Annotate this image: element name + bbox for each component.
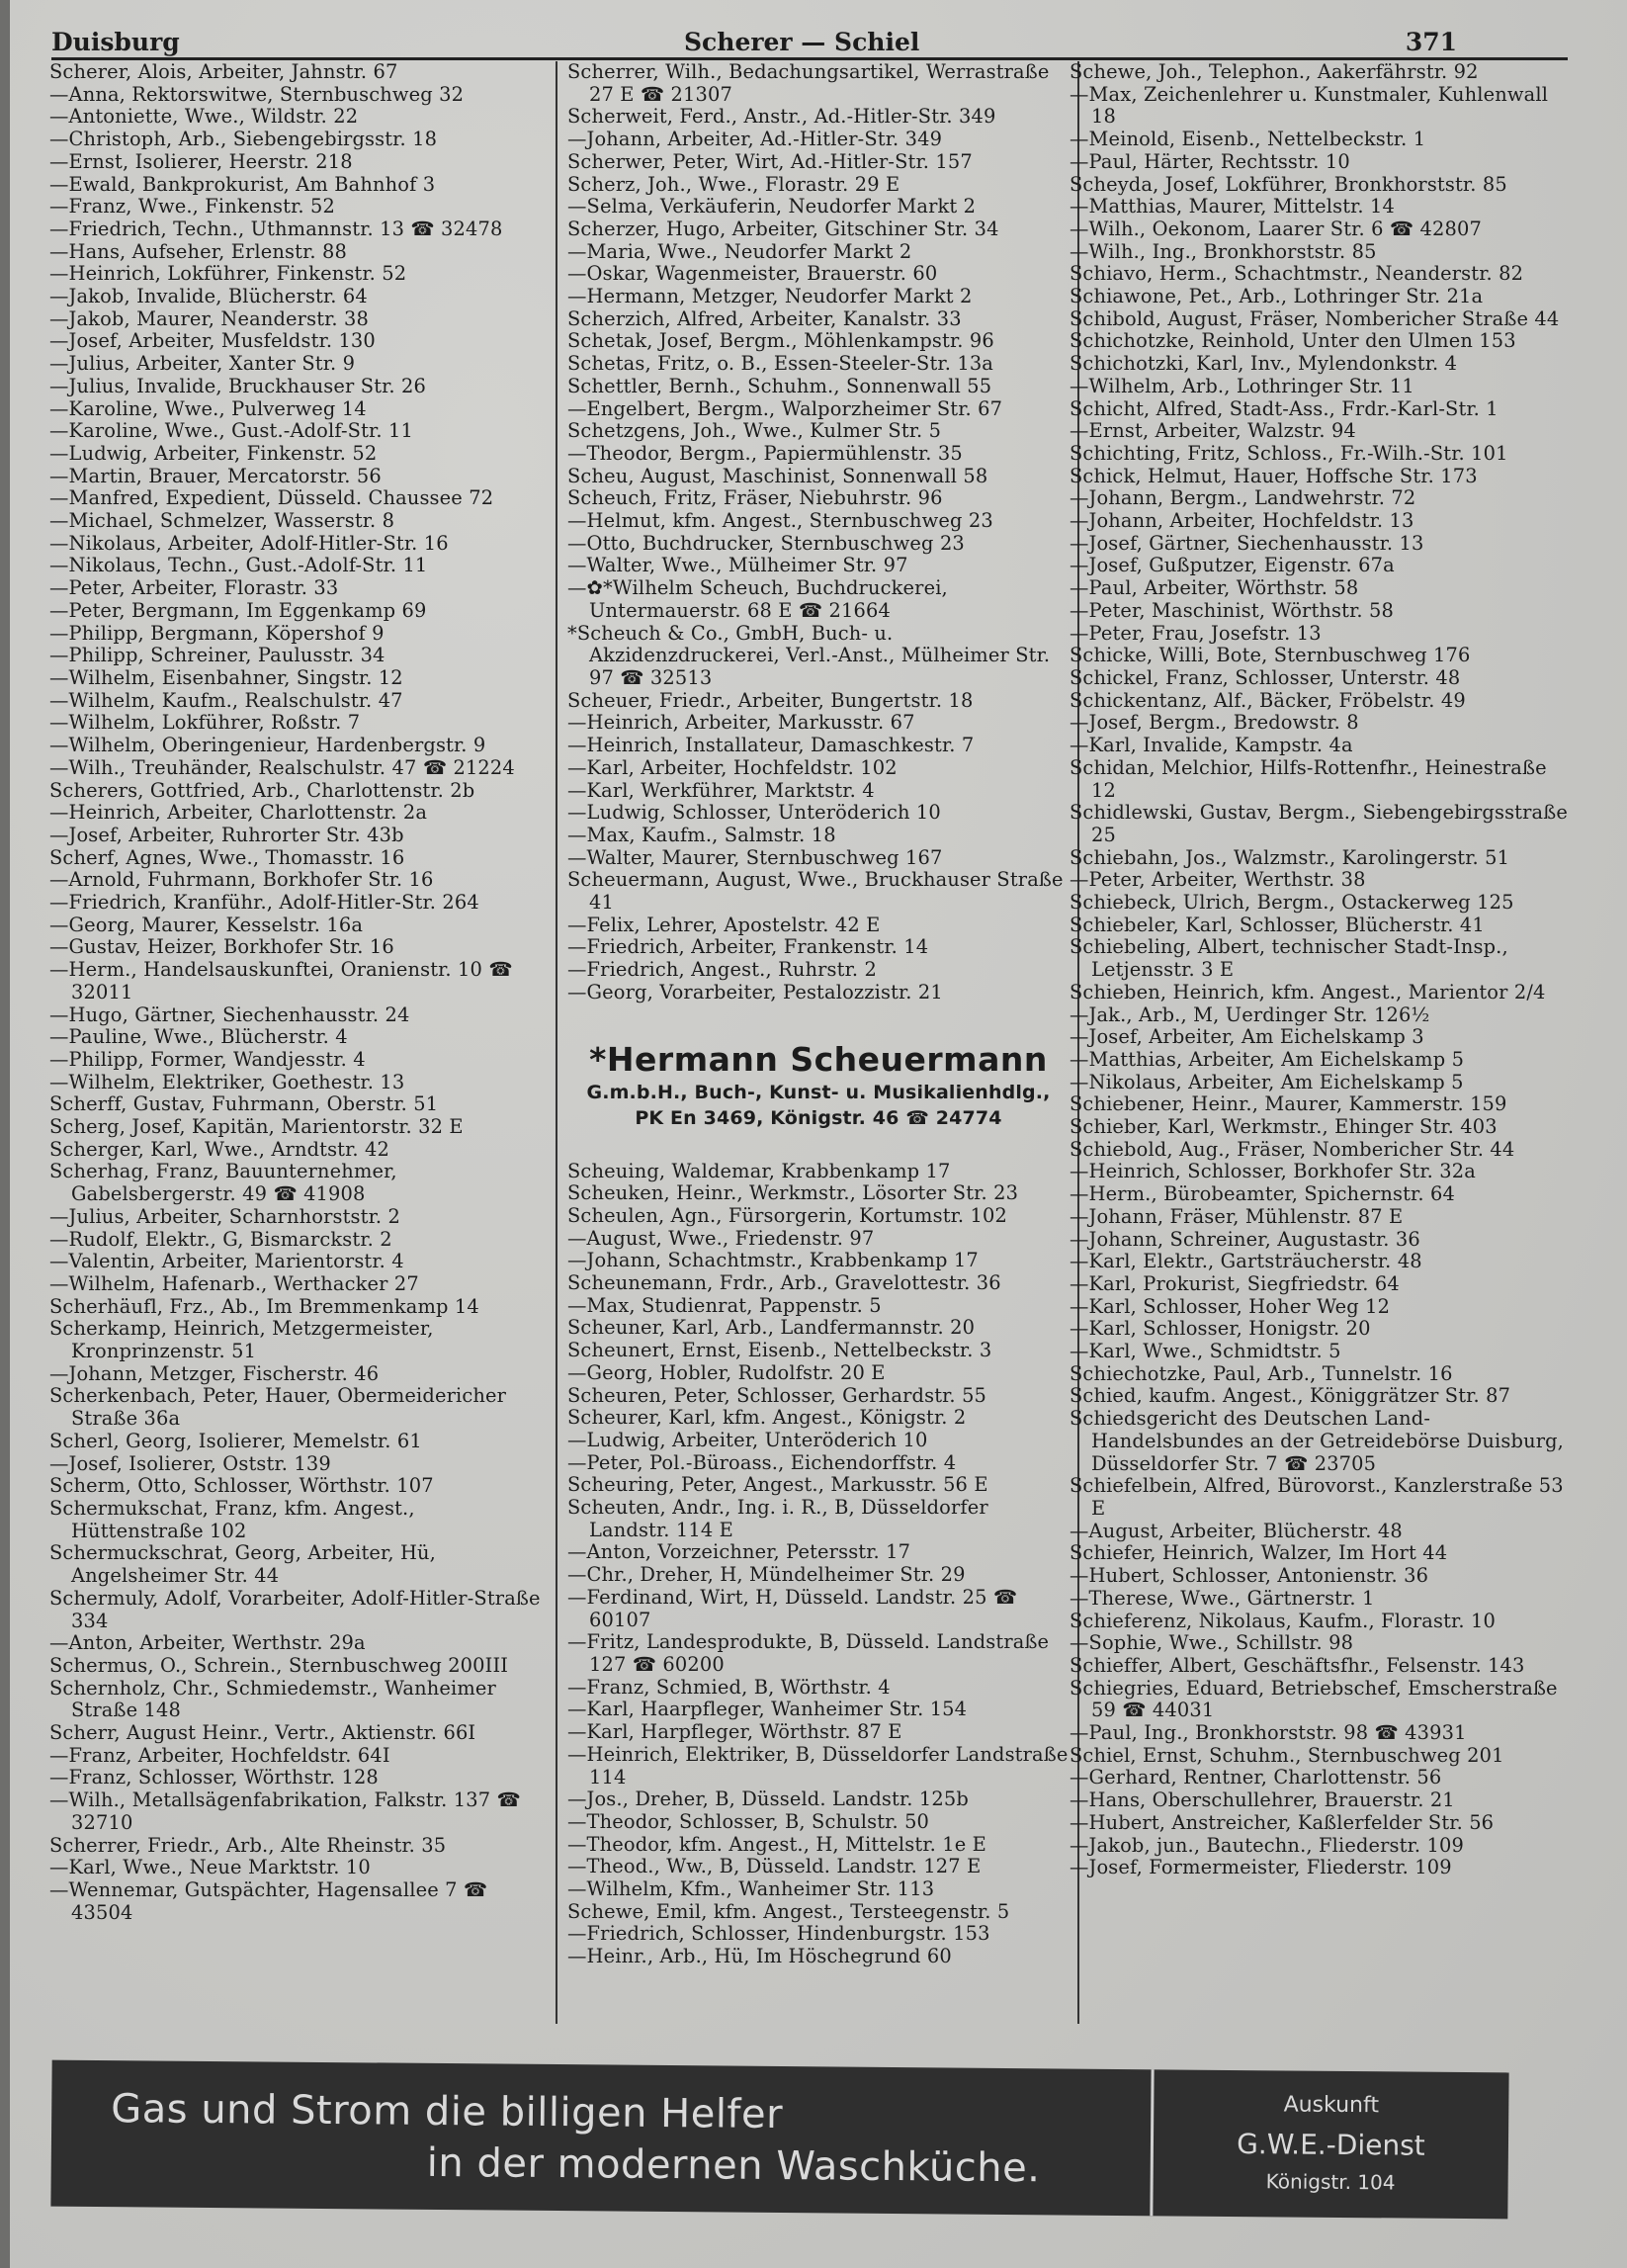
directory-entry: —Wilhelm, Arb., Lothringer Str. 11 [1070,374,1414,397]
directory-entry: Scherwer, Peter, Wirt, Ad.-Hitler-Str. 157 [567,149,973,173]
directory-entry: —Rudolf, Elektr., G, Bismarckstr. 2 [49,1227,392,1251]
directory-entry: —Johann, Schachtmstr., Krabbenkamp 17 [567,1249,979,1272]
directory-entry: Scherhäufl, Frz., Ab., Im Bremmenkamp 14 [49,1294,479,1318]
directory-entry: Scherger, Karl, Wwe., Arndtstr. 42 [49,1137,390,1161]
directory-entry: —Heinrich, Arbeiter, Charlottenstr. 2a [49,801,428,825]
banner-side-name: G.W.E.-Dienst [1237,2128,1425,2162]
directory-entry: —Sophie, Wwe., Schillstr. 98 [1070,1631,1354,1655]
directory-entry: —Max, Studienrat, Pappenstr. 5 [567,1293,882,1317]
directory-entry: —Julius, Invalide, Bruckhauser Str. 26 [49,374,427,397]
directory-entry: —Herm., Bürobeamter, Spichernstr. 64 [1070,1182,1455,1206]
directory-entry: —Ludwig, Arbeiter, Unteröderich 10 [567,1428,928,1451]
directory-entry: —Philipp, Schreiner, Paulusstr. 34 [49,644,385,667]
directory-entry: Scherers, Gottfried, Arb., Charlottenstr. 2b [49,778,475,802]
directory-entry: —Philipp, Former, Wandjesstr. 4 [49,1047,366,1071]
directory-entry: —Max, Kaufm., Salmstr. 18 [567,823,836,846]
directory-entry: —Hermann, Metzger, Neudorfer Markt 2 [567,285,973,308]
directory-entry: —Johann, Arbeiter, Hochfeldstr. 13 [1070,509,1414,533]
directory-entry: Schermuckschrat, Georg, Arbeiter, Hü, Angelsheimer Str. 44 [49,1541,436,1588]
directory-entry: —Wennemar, Gutspächter, Hagensallee 7 ☎ 43504 [49,1877,488,1924]
directory-entry: Scherrer, Wilh., Bedachungsartikel, Werrastraße 27 E ☎ 21307 [567,60,1050,106]
directory-entry: Schiefelbein, Alfred, Bürovorst., Kanzlerstraße 53 E [1070,1474,1564,1520]
directory-entry: —Gustav, Heizer, Borkhofer Str. 16 [49,935,394,959]
directory-entry: Scherkamp, Heinrich, Metzgermeister, Kronprinzenstr. 51 [49,1317,434,1363]
directory-entry: —Karl, Schlosser, Hoher Weg 12 [1070,1294,1391,1318]
directory-entry: —Nikolaus, Arbeiter, Am Eichelskamp 5 [1070,1070,1464,1093]
banner-side-label: Auskunft [1283,2092,1380,2119]
directory-entry: —August, Arbeiter, Blücherstr. 48 [1070,1519,1403,1542]
directory-entry: —Wilhelm, Hafenarb., Werthacker 27 [49,1271,419,1295]
directory-entry: Schickentanz, Alf., Bäcker, Fröbelstr. 49 [1070,688,1466,712]
directory-entry: Scheunemann, Frdr., Arb., Gravelottestr. 36 [567,1271,1001,1295]
directory-entry: Scheuren, Peter, Schlosser, Gerhardstr. 55 [567,1383,987,1407]
directory-entry: Scherf, Agnes, Wwe., Thomasstr. 16 [49,845,405,869]
directory-entry: Scherhag, Franz, Bauunternehmer, Gabelsbergerstr. 49 ☎ 41908 [49,1160,397,1206]
directory-entry: Schetzgens, Joh., Wwe., Kulmer Str. 5 [567,419,942,443]
directory-entry: Schewe, Joh., Telephon., Aakerfährstr. 92 [1070,60,1479,83]
directory-entry: —Karoline, Wwe., Pulverweg 14 [49,396,367,420]
directory-entry: —Theodor, Bergm., Papiermühlenstr. 35 [567,441,963,465]
directory-entry: Schettler, Bernh., Schuhm., Sonnenwall 55 [567,374,992,397]
directory-entry: —Franz, Schlosser, Wörthstr. 128 [49,1766,379,1789]
directory-entry: —Philipp, Bergmann, Köpershof 9 [49,621,385,645]
directory-entry: —Hubert, Schlosser, Antonienstr. 36 [1070,1564,1429,1588]
header-city: Duisburg [51,28,180,56]
directory-entry: Scheurer, Karl, kfm. Angest., Königstr. 2 [567,1406,967,1430]
directory-entry: —Karl, Wwe., Schmidtstr. 5 [1070,1340,1341,1363]
directory-entry: —Wilhelm, Eisenbahner, Singstr. 12 [49,665,403,689]
directory-entry: Schieffer, Albert, Geschäftsfhr., Felsenstr. 143 [1070,1653,1525,1677]
directory-entry: Scheuten, Andr., Ing. i. R., B, Düsseldorfer Landstr. 114 E [567,1496,988,1541]
directory-entry: —Paul, Arbeiter, Wörthstr. 58 [1070,576,1359,600]
directory-entry: —Heinrich, Elektriker, B, Düsseldorfer Landstraße 114 [567,1742,1069,1788]
directory-entry: —Walter, Wwe., Mülheimer Str. 97 [567,554,908,577]
banner-side [1153,2069,1508,2219]
directory-entry: —Matthias, Maurer, Mittelstr. 14 [1070,195,1396,218]
directory-entry: —Wilh., Ing., Bronkhorststr. 85 [1070,239,1377,263]
header-name-range: Scherer — Schiel [684,28,920,56]
directory-entry: —Friedrich, Schlosser, Hindenburgstr. 153 [567,1922,990,1946]
directory-entry: —Franz, Schmied, B, Wörthstr. 4 [567,1675,891,1699]
directory-entry: Schieber, Karl, Werkmstr., Ehinger Str. 403 [1070,1115,1498,1139]
directory-entry: Schiechotzke, Paul, Arb., Tunnelstr. 16 [1070,1361,1453,1385]
directory-entry: —Ludwig, Arbeiter, Finkenstr. 52 [49,441,378,465]
directory-entry: Scheunert, Ernst, Eisenb., Nettelbeckstr. 3 [567,1339,992,1362]
directory-entry: —Josef, Arbeiter, Musfeldstr. 130 [49,329,376,353]
directory-entry: —Johann, Schreiner, Augustastr. 36 [1070,1227,1420,1251]
directory-entry: —Helmut, kfm. Angest., Sternbuschweg 23 [567,509,993,533]
directory-entry: —Michael, Schmelzer, Wasserstr. 8 [49,509,395,533]
banner-line-1: Gas und Strom die billigen Helfer [111,2086,784,2138]
column-left [49,61,550,1924]
directory-entry: —Antoniette, Wwe., Wildstr. 22 [49,105,359,129]
page-binding-edge [0,0,10,2268]
directory-entry: —Paul, Ing., Bronkhorststr. 98 ☎ 43931 [1070,1721,1467,1745]
directory-entry: Schieben, Heinrich, kfm. Angest., Marientor 2/4 [1070,980,1546,1003]
directory-entry: —Walter, Maurer, Sternbuschweg 167 [567,845,943,869]
directory-entry: —Wilh., Treuhänder, Realschulstr. 47 ☎ 21224 [49,755,515,779]
directory-entry: Scherkenbach, Peter, Hauer, Obermeidericher Straße 36a [49,1384,507,1431]
directory-entry: —Karoline, Wwe., Gust.-Adolf-Str. 11 [49,419,413,443]
directory-entry: Scheuner, Karl, Arb., Landfermannstr. 20 [567,1316,976,1340]
directory-entry: —Karl, Elektr., Gartsträucherstr. 48 [1070,1250,1422,1273]
directory-entry: Scheuing, Waldemar, Krabbenkamp 17 [567,1159,951,1182]
directory-entry: Schiedsgericht des Deutschen Land-Handelsbundes an der Getreidebörse Duisburg, Düsseldorfer Str. 7 ☎ 23705 [1070,1407,1564,1475]
directory-entry: Scheuring, Peter, Angest., Markusstr. 56 E [567,1473,988,1497]
directory-entry: —August, Wwe., Friedenstr. 97 [567,1226,875,1250]
directory-entry: Scherm, Otto, Schlosser, Wörthstr. 107 [49,1474,434,1498]
directory-entry: —Ferdinand, Wirt, H, Düsseld. Landstr. 25 ☎ 60107 [567,1585,1018,1631]
directory-entry: —Wilhelm, Elektriker, Goethestr. 13 [49,1070,405,1093]
directory-entry: —Anton, Vorzeichner, Petersstr. 17 [567,1540,911,1564]
directory-entry: —Jakob, jun., Bautechn., Fliederstr. 109 [1070,1833,1464,1857]
directory-entry: —Friedrich, Kranführ., Adolf-Hitler-Str. 264 [49,891,479,915]
directory-entry: Scherer, Alois, Arbeiter, Jahnstr. 67 [49,60,398,83]
page-number: 371 [1405,28,1457,56]
directory-entry: Schermuly, Adolf, Vorarbeiter, Adolf-Hitler-Straße 334 [49,1586,541,1632]
directory-entry: —Julius, Arbeiter, Xanter Str. 9 [49,352,356,376]
directory-entry: —Selma, Verkäuferin, Neudorfer Markt 2 [567,195,977,218]
directory-entry: —Josef, Arbeiter, Am Eichelskamp 3 [1070,1025,1424,1049]
directory-entry: Schiel, Ernst, Schuhm., Sternbuschweg 201 [1070,1743,1504,1767]
directory-entry: —Johann, Arbeiter, Ad.-Hitler-Str. 349 [567,128,943,151]
directory-entry: Schichting, Fritz, Schloss., Fr.-Wilh.-Str. 101 [1070,441,1508,465]
directory-entry: Scherff, Gustav, Fuhrmann, Oberstr. 51 [49,1092,439,1116]
directory-entry: Schetak, Josef, Bergm., Möhlenkampstr. 96 [567,329,994,353]
directory-entry: —Friedrich, Arbeiter, Frankenstr. 14 [567,935,929,959]
directory-entry: —Manfred, Expedient, Düsseld. Chaussee 72 [49,486,494,510]
directory-entry: —Georg, Hobler, Rudolfstr. 20 E [567,1360,886,1384]
banner-side-address: Königstr. 104 [1265,2169,1396,2195]
directory-entry: Schiebener, Heinr., Maurer, Kammerstr. 159 [1070,1092,1507,1116]
directory-entry: Schiebahn, Jos., Walzmstr., Karolingerstr. 51 [1070,845,1510,869]
directory-entry: —Otto, Buchdrucker, Sternbuschweg 23 [567,531,965,555]
directory-entry: Schiavo, Herm., Schachtmstr., Neanderstr. 82 [1070,262,1524,286]
directory-entry: —Theod., Ww., B, Düsseld. Landstr. 127 E [567,1855,982,1878]
directory-entry: —Peter, Pol.-Büroass., Eichendorffstr. 4 [567,1450,957,1474]
directory-entry: Schiebold, Aug., Fräser, Nombericher Str. 44 [1070,1137,1515,1161]
directory-entry: —Ernst, Isolierer, Heerstr. 218 [49,149,353,173]
directory-entry: —Josef, Gußputzer, Eigenstr. 67a [1070,554,1395,577]
directory-entry: —Meinold, Eisenb., Nettelbeckstr. 1 [1070,128,1426,151]
directory-entry: —Ernst, Arbeiter, Walzstr. 94 [1070,419,1356,443]
directory-entry: Schiebeck, Ulrich, Bergm., Ostackerweg 125 [1070,891,1514,915]
directory-entry: —Anton, Arbeiter, Werthstr. 29a [49,1631,366,1655]
directory-entry: Schickel, Franz, Schlosser, Unterstr. 48 [1070,665,1461,689]
directory-entry: Scherzer, Hugo, Arbeiter, Gitschiner Str. 34 [567,217,999,240]
directory-entry: —Johann, Bergm., Landwehrstr. 72 [1070,486,1416,510]
directory-entry: —Heinrich, Schlosser, Borkhofer Str. 32a [1070,1160,1476,1183]
directory-entry: Scherweit, Ferd., Anstr., Ad.-Hitler-Str. 349 [567,105,996,129]
directory-entry: —Josef, Isolierer, Oststr. 139 [49,1451,331,1475]
directory-entry: —Wilh., Metallsägenfabrikation, Falkstr. 137 ☎ 32710 [49,1788,521,1834]
gas-electric-banner-ad [50,2060,1508,2220]
directory-entry: —Jos., Dreher, B, Düsseld. Landstr. 125b [567,1788,969,1811]
directory-entry: —Theodor, kfm. Angest., H, Mittelstr. 1e E [567,1832,986,1856]
directory-entry: —Friedrich, Angest., Ruhrstr. 2 [567,958,878,982]
directory-entry: Scherl, Georg, Isolierer, Memelstr. 61 [49,1429,422,1452]
directory-entry: —Franz, Arbeiter, Hochfeldstr. 64I [49,1743,390,1767]
directory-entry: —Nikolaus, Techn., Gust.-Adolf-Str. 11 [49,554,428,577]
directory-entry: —Hubert, Anstreicher, Kaßlerfelder Str. 56 [1070,1810,1495,1834]
directory-entry: —Wilh., Oekonom, Laarer Str. 6 ☎ 42807 [1070,217,1482,240]
directory-entry: —Herm., Handelsauskunftei, Oranienstr. 10 ☎ 32011 [49,958,513,1003]
directory-entry: —Ewald, Bankprokurist, Am Bahnhof 3 [49,172,436,196]
directory-entry: —Josef, Arbeiter, Ruhrorter Str. 43b [49,823,404,846]
directory-entry: —Gerhard, Rentner, Charlottenstr. 56 [1070,1766,1442,1789]
directory-entry: Scheu, August, Maschinist, Sonnenwall 58 [567,464,988,487]
directory-entry: —Maria, Wwe., Neudorfer Markt 2 [567,239,912,263]
directory-entry: —Arnold, Fuhrmann, Borkhofer Str. 16 [49,868,434,892]
directory-entry: —Felix, Lehrer, Apostelstr. 42 E [567,913,881,936]
directory-entry: Schiegries, Eduard, Betriebschef, Emscherstraße 59 ☎ 44031 [1070,1676,1558,1722]
directory-entry: Schermus, O., Schrein., Sternbuschweg 200III [49,1653,509,1677]
directory-entry: —Karl, Haarpfleger, Wanheimer Str. 154 [567,1698,968,1721]
scheuermann-advertisement [567,1040,1070,1131]
directory-entry: —Anna, Rektorswitwe, Sternbuschweg 32 [49,82,465,106]
directory-entry: —Hans, Oberschullehrer, Brauerstr. 21 [1070,1788,1455,1812]
directory-entry: —Karl, Arbeiter, Hochfeldstr. 102 [567,755,898,779]
middle-entries-bottom [567,1161,1070,1968]
column-middle [556,61,1079,2024]
directory-entry: —Peter, Arbeiter, Werthstr. 38 [1070,868,1366,892]
column-right [1070,61,1572,1879]
directory-entry: Schernholz, Chr., Schmiedemstr., Wanheimer Straße 148 [49,1676,496,1722]
directory-entry: Schiebeling, Albert, technischer Stadt-Insp., Letjensstr. 3 E [1070,935,1508,982]
directory-entry: —Heinr., Arb., Hü, Im Höschegrund 60 [567,1945,952,1968]
directory-entry: —Peter, Maschinist, Wörthstr. 58 [1070,598,1394,622]
directory-entry: —Julius, Arbeiter, Scharnhorststr. 2 [49,1204,400,1228]
directory-entry: —Franz, Wwe., Finkenstr. 52 [49,195,335,218]
directory-entry: Scherg, Josef, Kapitän, Marientorstr. 32 E [49,1115,464,1139]
directory-entry: Scherrer, Friedr., Arb., Alte Rheinstr. 35 [49,1833,447,1857]
directory-entry: —Matthias, Arbeiter, Am Eichelskamp 5 [1070,1047,1465,1071]
directory-entry: —Hans, Aufseher, Erlenstr. 88 [49,239,347,263]
directory-entry: —Oskar, Wagenmeister, Brauerstr. 60 [567,262,938,286]
directory-entry: —Peter, Frau, Josefstr. 13 [1070,621,1322,645]
directory-entry: —Engelbert, Bergm., Walporzheimer Str. 67 [567,396,1003,420]
directory-entry: Schetas, Fritz, o. B., Essen-Steeler-Str. 13a [567,352,994,376]
directory-entry: —Jak., Arb., M, Uerdinger Str. 126½ [1070,1003,1430,1026]
directory-entry: Schiebeler, Karl, Schlosser, Blücherstr. 41 [1070,913,1485,936]
directory-entry: Schick, Helmut, Hauer, Hoffsche Str. 173 [1070,464,1478,487]
directory-entry: Schidlewski, Gustav, Bergm., Siebengebirgsstraße 25 [1070,801,1568,846]
middle-entries-top [567,61,1070,1004]
directory-entry: —Heinrich, Lokführer, Finkenstr. 52 [49,262,407,286]
directory-entry: —Chr., Dreher, H, Mündelheimer Str. 29 [567,1563,966,1587]
directory-entry: —Heinrich, Arbeiter, Markusstr. 67 [567,711,915,735]
directory-entry: —Karl, Harpfleger, Wörthstr. 87 E [567,1720,902,1744]
directory-entry: —Karl, Invalide, Kampstr. 4a [1070,734,1353,757]
directory-entry: —Josef, Formermeister, Fliederstr. 109 [1070,1856,1452,1879]
directory-entry: —Jakob, Invalide, Blücherstr. 64 [49,285,368,308]
directory-entry: —Karl, Wwe., Neue Marktstr. 10 [49,1856,371,1879]
directory-entry: Schewe, Emil, kfm. Angest., Tersteegenstr. 5 [567,1899,1010,1923]
ad-line-1: G.m.b.H., Buch-, Kunst- u. Musikalienhdlg., [586,1081,1051,1103]
directory-entry: Scherzich, Alfred, Arbeiter, Kanalstr. 33 [567,306,962,330]
directory-entry: —Ludwig, Schlosser, Unteröderich 10 [567,801,941,825]
directory-entry: —Theodor, Schlosser, B, Schulstr. 50 [567,1809,930,1833]
directory-entry: —Max, Zeichenlehrer u. Kunstmaler, Kuhlenwall 18 [1070,82,1549,129]
directory-entry: —Hugo, Gärtner, Siechenhausstr. 24 [49,1003,410,1026]
directory-entry: —Paul, Härter, Rechtsstr. 10 [1070,149,1350,173]
page-header [51,22,1568,60]
directory-entry: —Pauline, Wwe., Blücherstr. 4 [49,1025,348,1049]
directory-entry: —Martin, Brauer, Mercatorstr. 56 [49,464,382,487]
directory-entry: —Wilhelm, Lokführer, Roßstr. 7 [49,711,361,735]
directory-entry: —Peter, Arbeiter, Florastr. 33 [49,576,339,600]
directory-entry: —Karl, Werkführer, Marktstr. 4 [567,778,875,802]
directory-entry: —✿*Wilhelm Scheuch, Buchdruckerei, Untermauerstr. 68 E ☎ 21664 [567,576,948,622]
directory-entry: —Wilhelm, Oberingenieur, Hardenbergstr. 9 [49,734,486,757]
directory-entry: Schiefer, Heinrich, Walzer, Im Hort 44 [1070,1541,1448,1565]
directory-entry: —Georg, Vorarbeiter, Pestalozzistr. 21 [567,980,943,1003]
directory-entry: Scheuken, Heinr., Werkmstr., Lösorter Str. 23 [567,1181,1019,1205]
ad-title: *Hermann Scheuermann [589,1039,1048,1079]
directory-entry: Schied, kaufm. Angest., Königgrätzer Str. 87 [1070,1384,1511,1408]
directory-entry: —Karl, Schlosser, Honigstr. 20 [1070,1317,1371,1341]
directory-entry: —Josef, Bergm., Bredowstr. 8 [1070,711,1359,735]
ad-line-2: PK En 3469, Königstr. 46 ☎ 24774 [635,1106,1002,1129]
directory-entry: —Josef, Gärtner, Siechenhausstr. 13 [1070,531,1424,555]
directory-entry: —Wilhelm, Kaufm., Realschulstr. 47 [49,688,403,712]
directory-entry: —Jakob, Maurer, Neanderstr. 38 [49,306,370,330]
directory-entry: Scheulen, Agn., Fürsorgerin, Kortumstr. 102 [567,1203,1008,1227]
directory-entry: —Nikolaus, Arbeiter, Adolf-Hitler-Str. 16 [49,531,449,555]
directory-entry: —Johann, Fräser, Mühlenstr. 87 E [1070,1204,1404,1228]
banner-line-2: in der modernen Waschküche. [426,2139,1041,2192]
directory-entry: Schichotzke, Reinhold, Unter den Ulmen 153 [1070,329,1516,353]
directory-entry: —Johann, Metzger, Fischerstr. 46 [49,1361,380,1385]
directory-entry: Scherz, Joh., Wwe., Florastr. 29 E [567,172,900,196]
directory-entry: Schidan, Melchior, Hilfs-Rottenfhr., Heinestraße 12 [1070,755,1547,802]
directory-entry: —Christoph, Arb., Siebengebirgsstr. 18 [49,128,438,151]
directory-entry: *Scheuch & Co., GmbH, Buch- u. Akzidenzdruckerei, Verl.-Anst., Mülheimer Str. 97 ☎ 32513 [567,621,1051,689]
directory-entry: —Heinrich, Installateur, Damaschkestr. 7 [567,734,975,757]
directory-entry: Scheyda, Josef, Lokführer, Bronkhorststr. 85 [1070,172,1507,196]
directory-entry: —Friedrich, Techn., Uthmannstr. 13 ☎ 32478 [49,217,503,240]
directory-entry: —Valentin, Arbeiter, Marientorstr. 4 [49,1250,404,1273]
directory-entry: Schicht, Alfred, Stadt-Ass., Frdr.-Karl-Str. 1 [1070,396,1499,420]
directory-entry: Schiawone, Pet., Arb., Lothringer Str. 21a [1070,285,1484,308]
directory-entry: —Fritz, Landesprodukte, B, Düsseld. Landstraße 127 ☎ 60200 [567,1630,1050,1676]
directory-entry: —Wilhelm, Kfm., Wanheimer Str. 113 [567,1877,935,1901]
directory-entry: Scheuch, Fritz, Fräser, Niebuhrstr. 96 [567,486,943,510]
directory-entry: —Karl, Prokurist, Siegfriedstr. 64 [1070,1271,1400,1295]
directory-entry: Schibold, August, Fräser, Nombericher Straße 44 [1070,306,1560,330]
directory-entry: Schichotzki, Karl, Inv., Mylendonkstr. 4 [1070,352,1458,376]
banner-main [50,2060,1154,2217]
directory-entry: —Georg, Maurer, Kesselstr. 16a [49,913,364,936]
directory-entry: Scheuermann, August, Wwe., Bruckhauser Straße 41 [567,868,1064,915]
directory-entry: —Therese, Wwe., Gärtnerstr. 1 [1070,1586,1375,1610]
directory-entry: Scheuer, Friedr., Arbeiter, Bungertstr. 18 [567,688,974,712]
directory-entry: —Peter, Bergmann, Im Eggenkamp 69 [49,598,427,622]
directory-entry: Scherr, August Heinr., Vertr., Aktienstr. 66I [49,1721,476,1745]
directory-entry: Schicke, Willi, Bote, Sternbuschweg 176 [1070,644,1471,667]
directory-entry: Schermukschat, Franz, kfm. Angest., Hüttenstraße 102 [49,1497,415,1542]
directory-entry: Schieferenz, Nikolaus, Kaufm., Florastr. 10 [1070,1609,1496,1632]
